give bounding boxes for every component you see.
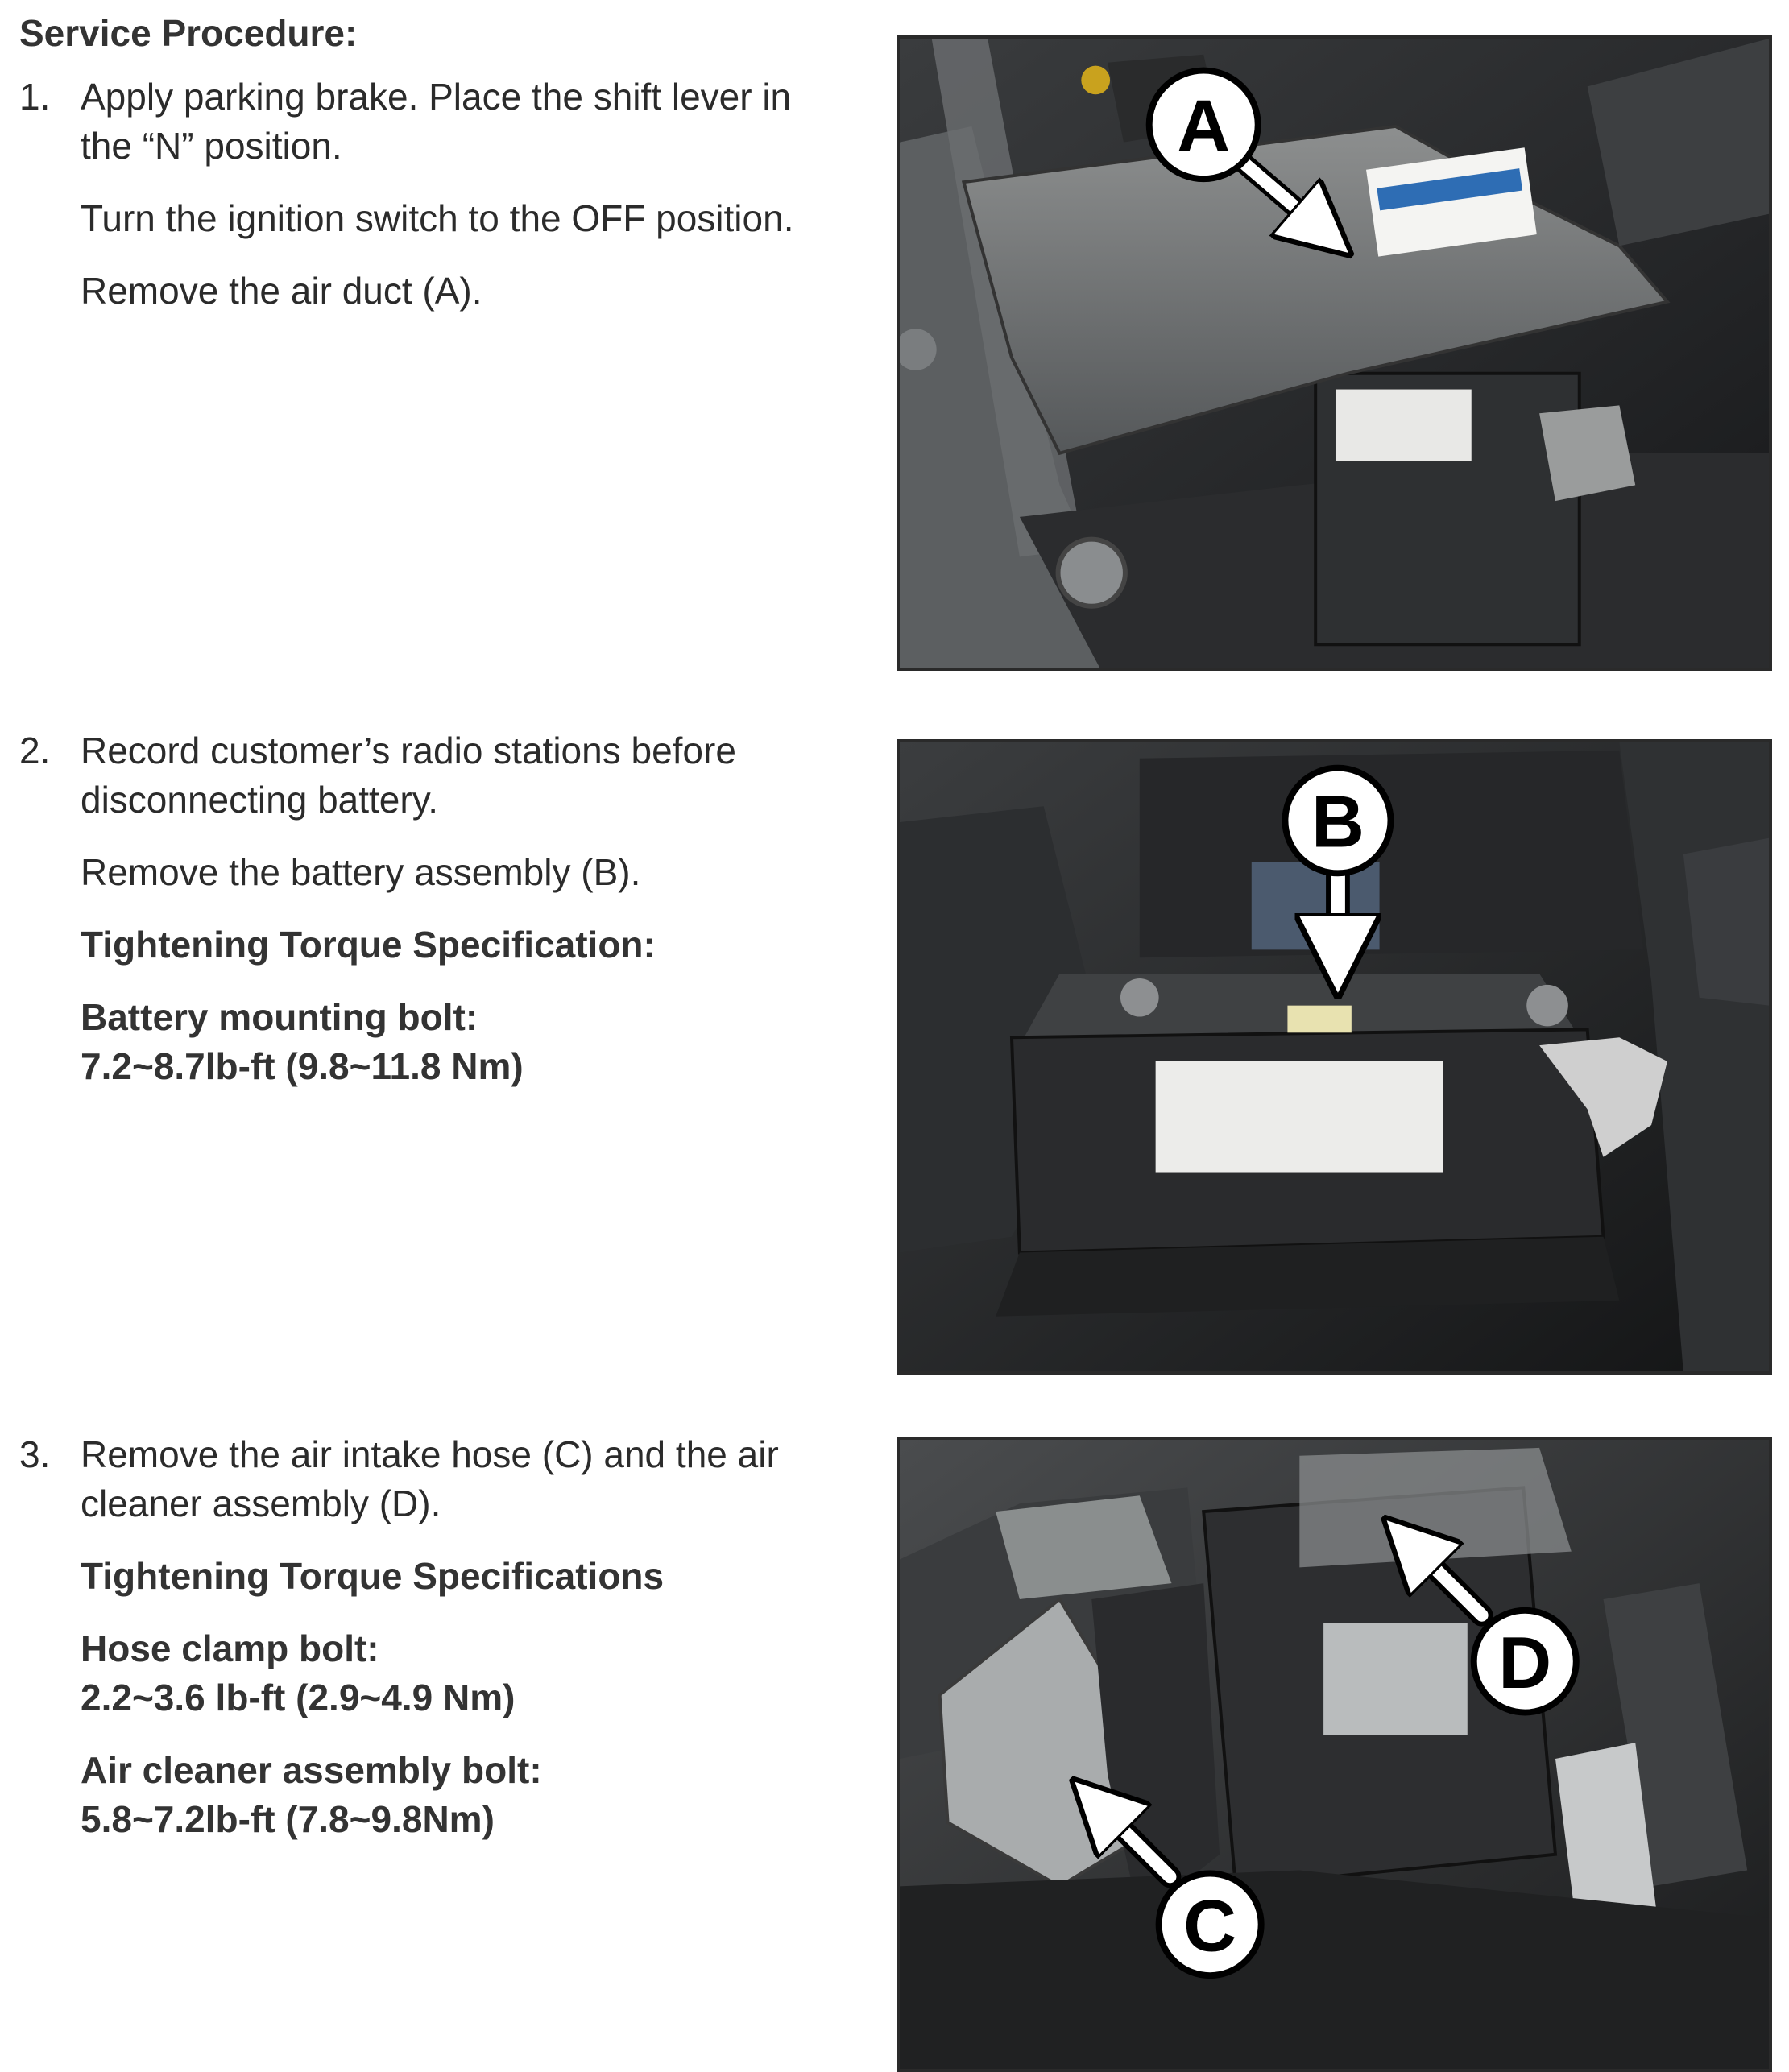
photo-air-cleaner <box>897 1437 1772 2072</box>
spec-name: Air cleaner assembly bolt: <box>81 1749 542 1791</box>
step-text: Apply parking brake. Place the shift lever in the “N” position. <box>81 76 792 167</box>
step-number: 1. <box>19 76 51 118</box>
step-text: Remove the air intake hose (C) and the air cleaner assembly (D). <box>81 1433 779 1524</box>
spec-name: Battery mounting bolt: <box>81 996 478 1038</box>
page-heading: Service Procedure: <box>19 12 358 54</box>
step-3 <box>19 1430 841 1867</box>
spec-value: 7.2~8.7lb-ft (9.8~11.8 Nm) <box>81 1045 524 1087</box>
spec-value: 5.8~7.2lb-ft (7.8~9.8Nm) <box>81 1798 495 1840</box>
spec-title: Tightening Torque Specification: <box>81 924 656 966</box>
step-2 <box>19 726 841 1115</box>
step-text: Remove the battery assembly (B). <box>81 851 641 893</box>
spec-value: 2.2~3.6 lb-ft (2.9~4.9 Nm) <box>81 1677 516 1718</box>
spec-name: Hose clamp bolt: <box>81 1627 379 1669</box>
step-text: Record customer’s radio stations before disconnecting battery. <box>81 730 736 821</box>
step-number: 3. <box>19 1433 51 1475</box>
step-1 <box>19 72 841 339</box>
callout-a: A <box>1177 85 1231 167</box>
spec-title: Tightening Torque Specifications <box>81 1555 665 1597</box>
step-text: Remove the air duct (A). <box>81 270 482 312</box>
callout-b: B <box>1311 780 1365 863</box>
step-text: Turn the ignition switch to the OFF position. <box>81 197 794 239</box>
callout-c: C <box>1183 1884 1237 1967</box>
step-number: 2. <box>19 730 51 771</box>
photo-air-duct <box>897 35 1772 671</box>
callout-d: D <box>1498 1621 1552 1704</box>
photo-battery <box>897 739 1772 1375</box>
